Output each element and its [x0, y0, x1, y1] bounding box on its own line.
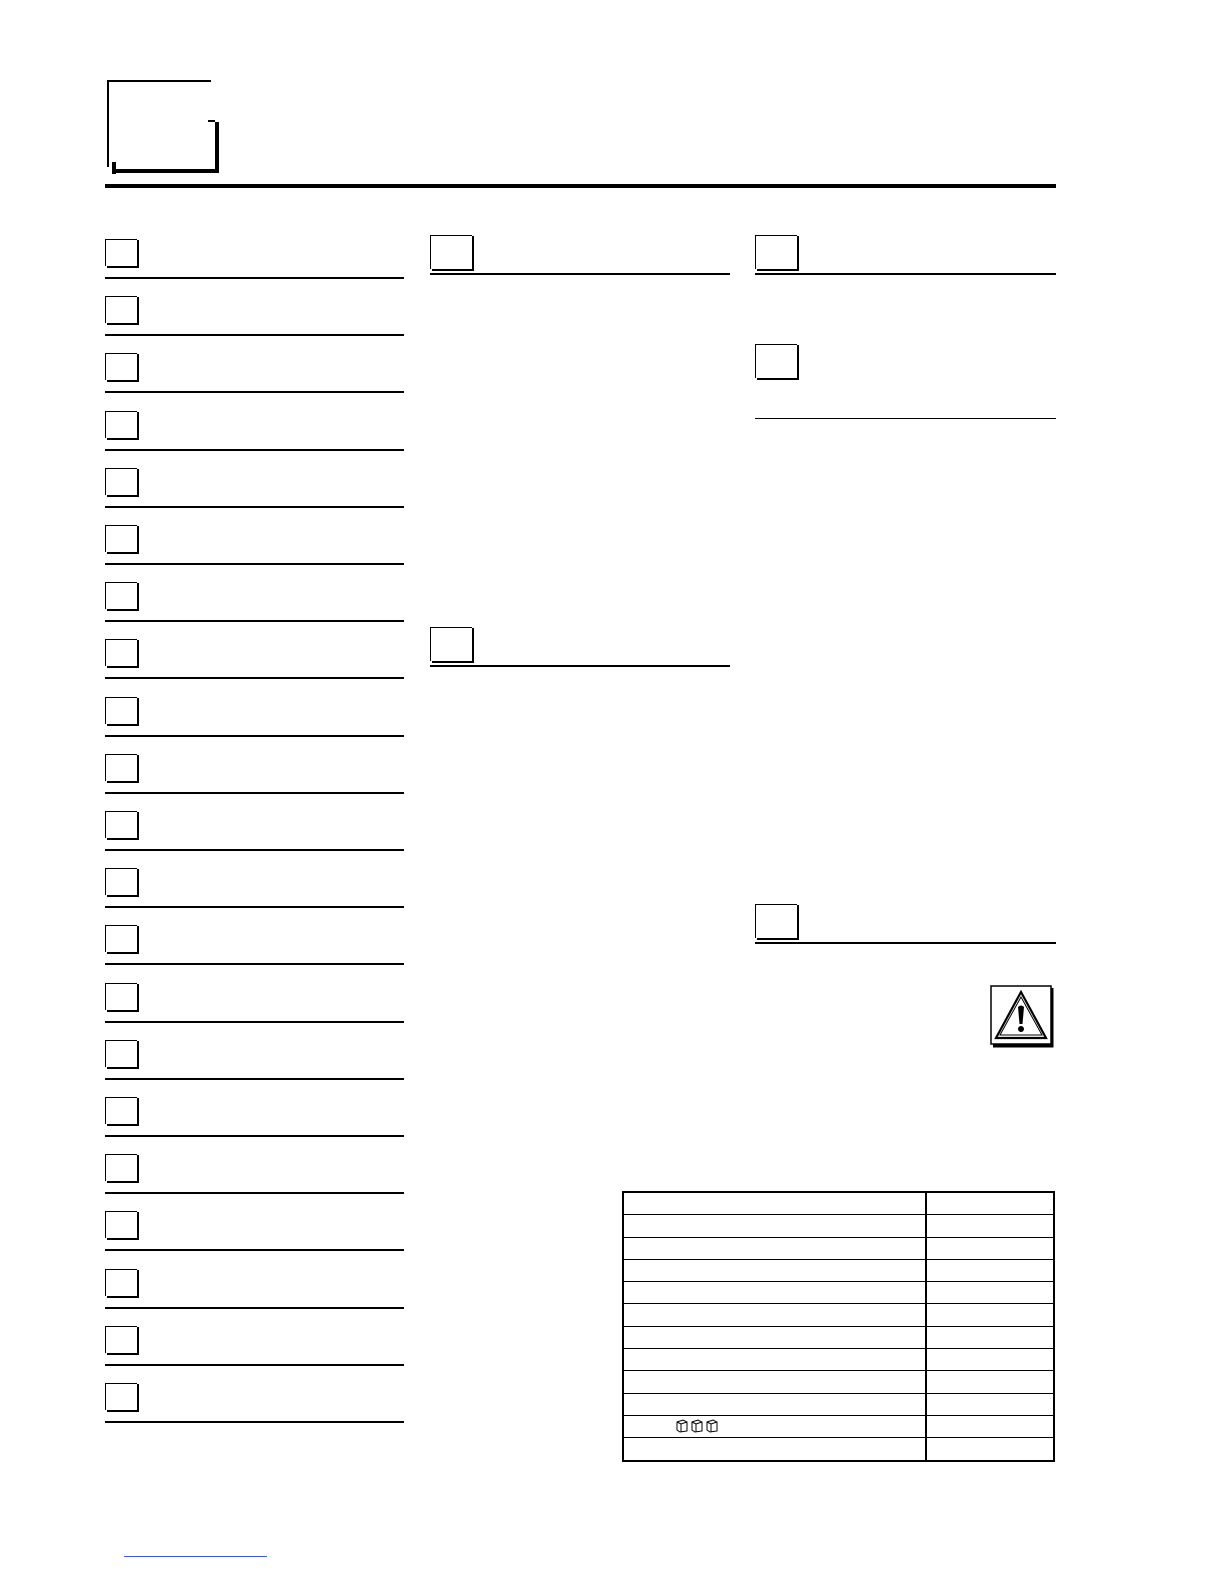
- table-cell: [926, 1326, 1054, 1348]
- left-section-heading: [105, 1097, 404, 1137]
- left-section-heading: [105, 582, 404, 622]
- middle-section-1-heading: [430, 235, 730, 275]
- section-number-box: [105, 296, 137, 323]
- left-section-heading: [105, 1040, 404, 1080]
- header-rule: [105, 184, 1056, 188]
- table-row: [623, 1215, 1054, 1237]
- warning-triangle-icon: [990, 985, 1056, 1049]
- left-section-heading: [105, 1269, 404, 1309]
- section-number-box: [430, 235, 472, 269]
- table-cell: [926, 1282, 1054, 1304]
- left-section-heading: [105, 296, 404, 336]
- table-cell: [623, 1415, 926, 1437]
- table-cell: [623, 1215, 926, 1237]
- left-section-heading: [105, 1383, 404, 1423]
- right-section-3-heading: [755, 904, 1056, 944]
- left-section-heading: [105, 525, 404, 565]
- section-number-box: [105, 697, 137, 724]
- section-number-box: [105, 925, 137, 952]
- left-section-heading: [105, 411, 404, 451]
- table-cell: [926, 1438, 1054, 1461]
- left-section-heading: [105, 811, 404, 851]
- left-section-heading: [105, 983, 404, 1023]
- table-cell: [623, 1371, 926, 1393]
- section-number-box: [105, 754, 137, 781]
- section-number-box: [105, 1269, 137, 1296]
- section-number-box: [105, 525, 137, 552]
- left-section-heading: [105, 868, 404, 908]
- section-number-box: [105, 353, 137, 380]
- chapter-number-box: [107, 80, 211, 167]
- table-row: [623, 1192, 1054, 1215]
- section-number-box: [105, 1383, 137, 1410]
- table-row: [623, 1237, 1054, 1259]
- section-number-box: [430, 627, 472, 661]
- table-row: [623, 1326, 1054, 1348]
- table-cell: [926, 1393, 1054, 1415]
- left-section-heading: [105, 468, 404, 508]
- table-cell: [623, 1304, 926, 1326]
- section-number-box: [755, 904, 797, 938]
- left-section-heading: [105, 353, 404, 393]
- section-number-box: [105, 239, 137, 266]
- table-row: [623, 1393, 1054, 1415]
- table-cell: [926, 1215, 1054, 1237]
- section-number-box: [105, 468, 137, 495]
- table-cell: [926, 1349, 1054, 1371]
- table-cell: [623, 1259, 926, 1281]
- left-section-heading: [105, 1211, 404, 1251]
- table-cell: [623, 1192, 926, 1215]
- section-number-box: [105, 411, 137, 438]
- cube-symbols-icon: [675, 1419, 723, 1433]
- section-number-box: [105, 1211, 137, 1238]
- left-section-heading: [105, 639, 404, 679]
- table-cell: [926, 1415, 1054, 1437]
- table-cell: [926, 1237, 1054, 1259]
- table-cell: [623, 1393, 926, 1415]
- table-cell: [926, 1371, 1054, 1393]
- table-row: [623, 1304, 1054, 1326]
- left-section-heading: [105, 754, 404, 794]
- left-section-heading: [105, 925, 404, 965]
- section-number-box: [105, 582, 137, 609]
- section-number-box: [755, 235, 797, 269]
- table-cell: [623, 1326, 926, 1348]
- table-cell: [623, 1438, 926, 1461]
- section-number-box: [105, 868, 137, 895]
- right-section-1-heading: [755, 235, 1056, 275]
- table-cell: [623, 1282, 926, 1304]
- table-row: [623, 1349, 1054, 1371]
- section-number-box: [105, 1154, 137, 1181]
- section-number-box: [105, 1097, 137, 1124]
- section-number-box: [105, 639, 137, 666]
- section-number-box: [755, 344, 797, 378]
- left-section-heading: [105, 697, 404, 737]
- footer-link-underline[interactable]: [124, 1556, 267, 1557]
- table-cell: [623, 1349, 926, 1371]
- right-section-2-heading: [755, 344, 1056, 419]
- table-cell: [926, 1259, 1054, 1281]
- table-cell: [623, 1237, 926, 1259]
- left-section-heading: [105, 239, 404, 279]
- section-number-box: [105, 1040, 137, 1067]
- table-row: [623, 1438, 1054, 1461]
- section-number-box: [105, 1326, 137, 1353]
- table-cell: [926, 1192, 1054, 1215]
- left-section-heading: [105, 1154, 404, 1194]
- left-section-heading: [105, 1326, 404, 1366]
- section-number-box: [105, 811, 137, 838]
- section-number-box: [105, 983, 137, 1010]
- table-row: [623, 1371, 1054, 1393]
- table-cell: [926, 1304, 1054, 1326]
- table-row: [623, 1259, 1054, 1281]
- middle-section-2-heading: [430, 627, 730, 667]
- table-row: [623, 1282, 1054, 1304]
